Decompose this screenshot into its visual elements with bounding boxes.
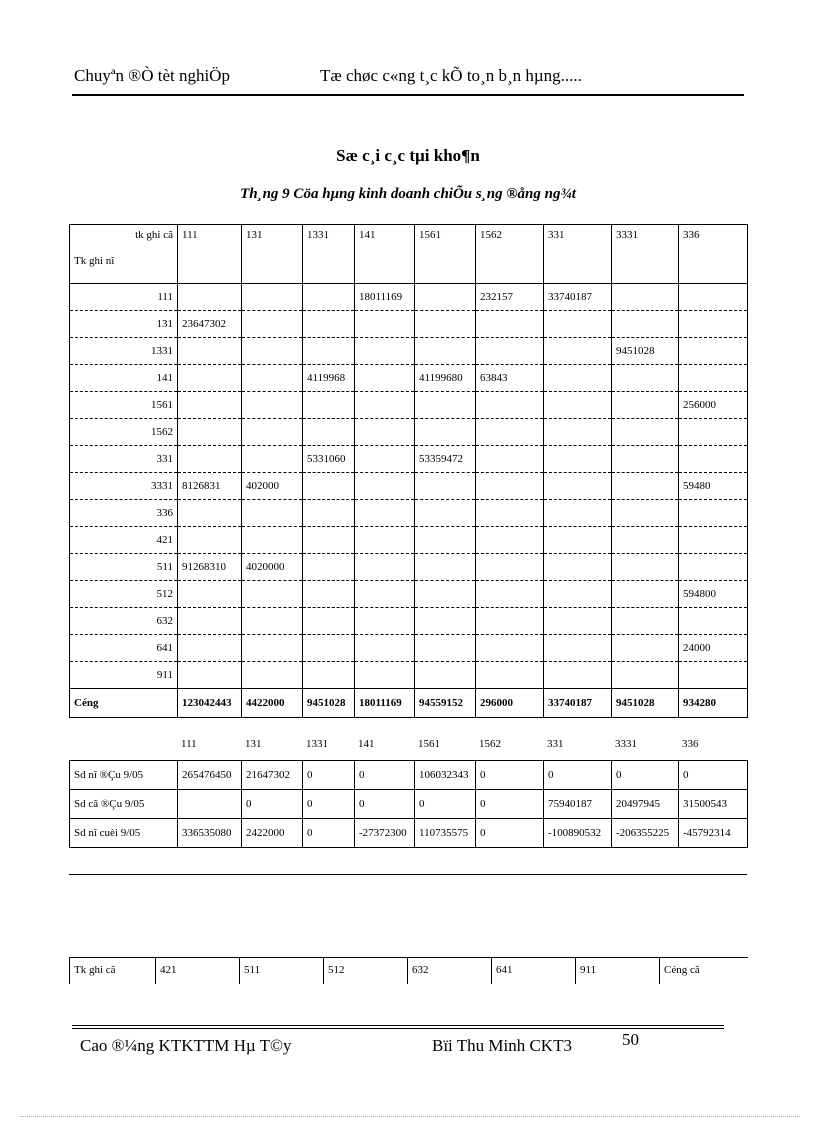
row-account-label: 421: [70, 527, 178, 554]
table-cell: [242, 608, 303, 635]
balance-cell: -27372300: [355, 819, 415, 848]
continuation-header-cell: 911: [576, 958, 660, 985]
table-cell: [178, 527, 242, 554]
table-cell: [476, 473, 544, 500]
continuation-header-cell: Céng cã: [660, 958, 748, 985]
table-cell: [679, 284, 748, 311]
table-cell: 9451028: [612, 338, 679, 365]
balance-cell: 75940187: [544, 790, 612, 819]
total-cell: 4422000: [242, 689, 303, 718]
table-cell: 256000: [679, 392, 748, 419]
account-label: 1561: [418, 738, 440, 750]
table-cell: [303, 608, 355, 635]
total-cell: 123042443: [178, 689, 242, 718]
bottom-dotted-line: [20, 1116, 800, 1117]
balance-cell: 0: [303, 819, 355, 848]
table-row: [70, 365, 748, 392]
table-cell: [242, 365, 303, 392]
table-cell: 5331060: [303, 446, 355, 473]
table-cell: [415, 311, 476, 338]
table-cell: [476, 419, 544, 446]
table-cell: [544, 365, 612, 392]
row-account-label: 512: [70, 581, 178, 608]
balance-cell: 0: [679, 761, 748, 790]
total-cell: 9451028: [303, 689, 355, 718]
corner-credit-label: tk ghi cã: [135, 229, 173, 241]
table-cell: [242, 419, 303, 446]
table-cell: [355, 338, 415, 365]
row-account-label: 141: [70, 365, 178, 392]
balance-cell: 0: [476, 761, 544, 790]
column-header: 1331: [303, 225, 355, 284]
table-cell: [612, 473, 679, 500]
table-cell: [355, 635, 415, 662]
row-account-label: 641: [70, 635, 178, 662]
table-cell: [544, 635, 612, 662]
row-account-label: 1331: [70, 338, 178, 365]
table-cell: [355, 554, 415, 581]
table-row: [70, 419, 748, 446]
empty-cell: [69, 734, 177, 754]
table-row: [70, 338, 748, 365]
account-label: 1331: [306, 738, 328, 750]
footer-school: Cao ®¼ng KTKTTM Hµ T©y: [80, 1036, 292, 1055]
table-cell: 53359472: [415, 446, 476, 473]
table-cell: [303, 500, 355, 527]
table-row: [70, 581, 748, 608]
total-cell: 94559152: [415, 689, 476, 718]
balance-cell: 0: [242, 790, 303, 819]
balance-cell: 0: [476, 819, 544, 848]
table-cell: [544, 608, 612, 635]
ledger-title: Sæ c¸i c¸c tµi kho¶n: [336, 146, 480, 165]
table-cell: [303, 392, 355, 419]
table-cell: [612, 662, 679, 689]
table-cell: [476, 581, 544, 608]
table-cell: [544, 392, 612, 419]
total-label: Céng: [74, 697, 99, 709]
table-cell: [612, 392, 679, 419]
header-row: [70, 225, 748, 284]
table-cell: [242, 446, 303, 473]
balance-cell: 31500543: [679, 790, 748, 819]
table-cell: [242, 338, 303, 365]
balance-row: [70, 819, 748, 848]
table-cell: [476, 554, 544, 581]
table-cell: [544, 527, 612, 554]
account-labels-row: [69, 734, 747, 754]
table-cell: [178, 419, 242, 446]
table-cell: [544, 662, 612, 689]
table-cell: [544, 473, 612, 500]
table-cell: [679, 662, 748, 689]
balance-label: Sd nî cuèi 9/05: [70, 819, 178, 848]
table-row: [70, 284, 748, 311]
table-cell: 23647302: [178, 311, 242, 338]
balance-cell: 336535080: [178, 819, 242, 848]
table-cell: [679, 338, 748, 365]
footer-rule: [72, 1025, 724, 1029]
table-cell: [415, 419, 476, 446]
row-account-label: 331: [70, 446, 178, 473]
corner-debit-label: Tk ghi nî: [74, 255, 115, 267]
table-row: [70, 554, 748, 581]
column-header: 1562: [476, 225, 544, 284]
account-label: 141: [358, 738, 375, 750]
section-divider: [69, 874, 747, 875]
table-row: [70, 635, 748, 662]
balance-cell: 0: [415, 790, 476, 819]
table-cell: [415, 392, 476, 419]
table-row: [70, 446, 748, 473]
balance-cell: 0: [303, 761, 355, 790]
table-cell: [476, 608, 544, 635]
table-cell: [476, 500, 544, 527]
row-account-label: 1561: [70, 392, 178, 419]
table-cell: [415, 338, 476, 365]
continuation-header-cell: 641: [492, 958, 576, 985]
table-cell: [612, 500, 679, 527]
table-cell: [242, 635, 303, 662]
table-cell: [355, 311, 415, 338]
table-row: [70, 662, 748, 689]
table-cell: [242, 311, 303, 338]
table-cell: [544, 554, 612, 581]
table-cell: 41199680: [415, 365, 476, 392]
table-cell: [415, 554, 476, 581]
table-cell: [612, 365, 679, 392]
table-cell: [476, 338, 544, 365]
balance-cell: 2422000: [242, 819, 303, 848]
table-row: [70, 500, 748, 527]
header-right: Tæ chøc c«ng t¸c kÕ to¸n b¸n hµng.....: [320, 66, 582, 85]
table-cell: 33740187: [544, 284, 612, 311]
balance-cell: -100890532: [544, 819, 612, 848]
table-row: [70, 392, 748, 419]
table-cell: [178, 446, 242, 473]
table-cell: [355, 365, 415, 392]
table-cell: 4119968: [303, 365, 355, 392]
table-cell: [612, 284, 679, 311]
table-cell: [303, 581, 355, 608]
table-cell: [612, 446, 679, 473]
balance-cell: 0: [544, 761, 612, 790]
table-cell: [178, 662, 242, 689]
balance-cell: -45792314: [679, 819, 748, 848]
account-label: 336: [682, 738, 699, 750]
table-cell: [303, 554, 355, 581]
column-header: 131: [242, 225, 303, 284]
table-row: [70, 527, 748, 554]
table-cell: [476, 446, 544, 473]
balance-row: [70, 761, 748, 790]
balance-cell: 0: [355, 761, 415, 790]
table-cell: 91268310: [178, 554, 242, 581]
row-account-label: 131: [70, 311, 178, 338]
header-left: Chuyªn ®Ò tèt nghiÖp: [74, 66, 230, 85]
account-label: 111: [181, 738, 197, 750]
table-cell: 4020000: [242, 554, 303, 581]
table-cell: [544, 581, 612, 608]
table-cell: [355, 608, 415, 635]
table-cell: [303, 662, 355, 689]
balance-cell: 0: [476, 790, 544, 819]
table-cell: [355, 581, 415, 608]
table-cell: [178, 338, 242, 365]
table-cell: [355, 473, 415, 500]
table-cell: [178, 608, 242, 635]
table-cell: [679, 419, 748, 446]
table-cell: [415, 527, 476, 554]
table-cell: [303, 284, 355, 311]
table-cell: 63843: [476, 365, 544, 392]
table-cell: [415, 473, 476, 500]
table-cell: [178, 581, 242, 608]
account-label: 131: [245, 738, 262, 750]
table-cell: [679, 500, 748, 527]
column-header: 1561: [415, 225, 476, 284]
table-cell: [544, 311, 612, 338]
continuation-header-cell: 421: [156, 958, 240, 985]
table-row: [70, 473, 748, 500]
table-cell: [303, 338, 355, 365]
table-cell: [303, 311, 355, 338]
table-row: [70, 311, 748, 338]
table-cell: [544, 500, 612, 527]
table-cell: [415, 500, 476, 527]
balance-row: [70, 790, 748, 819]
balance-cell: [178, 790, 242, 819]
table-cell: 24000: [679, 635, 748, 662]
balance-table: [69, 760, 748, 848]
table-cell: [415, 284, 476, 311]
column-header: 111: [178, 225, 242, 284]
table-cell: [355, 662, 415, 689]
table-cell: [355, 392, 415, 419]
page-header: [72, 64, 744, 96]
table-cell: 59480: [679, 473, 748, 500]
column-header: 336: [679, 225, 748, 284]
table-cell: [679, 365, 748, 392]
page-number: 50: [622, 1030, 639, 1049]
table-cell: [476, 392, 544, 419]
table-cell: [679, 446, 748, 473]
table-cell: [612, 554, 679, 581]
continuation-header-cell: 632: [408, 958, 492, 985]
table-cell: [679, 608, 748, 635]
table-cell: [242, 500, 303, 527]
table-cell: [303, 635, 355, 662]
row-account-label: 911: [70, 662, 178, 689]
table-cell: [476, 311, 544, 338]
total-cell: 18011169: [355, 689, 415, 718]
row-account-label: 111: [70, 284, 178, 311]
table-cell: [355, 419, 415, 446]
continuation-header-cell: 511: [240, 958, 324, 985]
table-cell: [178, 500, 242, 527]
table-cell: [178, 284, 242, 311]
table-cell: [242, 662, 303, 689]
row-account-label: 336: [70, 500, 178, 527]
table-cell: [242, 284, 303, 311]
table-cell: [415, 662, 476, 689]
balance-cell: 0: [355, 790, 415, 819]
row-account-label: 632: [70, 608, 178, 635]
table-cell: [242, 581, 303, 608]
table-cell: [242, 527, 303, 554]
balance-cell: 106032343: [415, 761, 476, 790]
table-cell: [612, 635, 679, 662]
continuation-header-cell: Tk ghi cã: [70, 958, 156, 985]
total-cell: 934280: [679, 689, 748, 718]
balance-cell: 0: [303, 790, 355, 819]
table-cell: [415, 581, 476, 608]
table-cell: [415, 608, 476, 635]
table-cell: [544, 446, 612, 473]
table-cell: [612, 608, 679, 635]
table-cell: [612, 527, 679, 554]
table-cell: 232157: [476, 284, 544, 311]
balance-cell: 265476450: [178, 761, 242, 790]
total-cell: 33740187: [544, 689, 612, 718]
table-cell: [303, 473, 355, 500]
table-row: [70, 608, 748, 635]
balance-cell: 21647302: [242, 761, 303, 790]
table-cell: [178, 365, 242, 392]
account-label: 3331: [615, 738, 637, 750]
account-label-row: [69, 734, 747, 754]
table-cell: [612, 419, 679, 446]
balance-label: Sd cã ®Çu 9/05: [70, 790, 178, 819]
continuation-header-row: [70, 958, 748, 985]
row-account-label: 511: [70, 554, 178, 581]
continuation-header-cell: 512: [324, 958, 408, 985]
table-cell: [355, 500, 415, 527]
table-cell: [679, 527, 748, 554]
balance-cell: 20497945: [612, 790, 679, 819]
table-cell: 594800: [679, 581, 748, 608]
table-cell: 18011169: [355, 284, 415, 311]
table-cell: [679, 311, 748, 338]
table-cell: [178, 635, 242, 662]
table-cell: [544, 419, 612, 446]
column-header: 331: [544, 225, 612, 284]
column-header: 3331: [612, 225, 679, 284]
total-row: [70, 689, 748, 718]
account-label: 1562: [479, 738, 501, 750]
balance-cell: 0: [612, 761, 679, 790]
table-cell: 402000: [242, 473, 303, 500]
total-cell: 296000: [476, 689, 544, 718]
continuation-table: [69, 957, 748, 984]
row-account-label: 3331: [70, 473, 178, 500]
table-cell: [355, 527, 415, 554]
table-cell: [178, 392, 242, 419]
balance-cell: -206355225: [612, 819, 679, 848]
table-cell: [612, 311, 679, 338]
balance-label: Sd nî ®Çu 9/05: [70, 761, 178, 790]
table-cell: [242, 392, 303, 419]
table-cell: 8126831: [178, 473, 242, 500]
ledger-matrix-table: [69, 224, 748, 718]
balance-cell: 110735575: [415, 819, 476, 848]
table-cell: [612, 581, 679, 608]
table-cell: [679, 554, 748, 581]
ledger-subtitle: Th¸ng 9 Cöa hµng kinh doanh chiÕu s¸ng ®ång ng¾t: [240, 186, 576, 202]
account-label: 331: [547, 738, 564, 750]
total-cell: 9451028: [612, 689, 679, 718]
table-cell: [476, 635, 544, 662]
table-cell: [476, 662, 544, 689]
column-header: 141: [355, 225, 415, 284]
table-cell: [544, 338, 612, 365]
table-cell: [415, 635, 476, 662]
table-cell: [303, 419, 355, 446]
corner-cell: [70, 225, 178, 284]
table-cell: [355, 446, 415, 473]
row-account-label: 1562: [70, 419, 178, 446]
table-cell: [476, 527, 544, 554]
footer-author: Bïi Thu Minh CKT3: [432, 1036, 572, 1055]
table-cell: [303, 527, 355, 554]
